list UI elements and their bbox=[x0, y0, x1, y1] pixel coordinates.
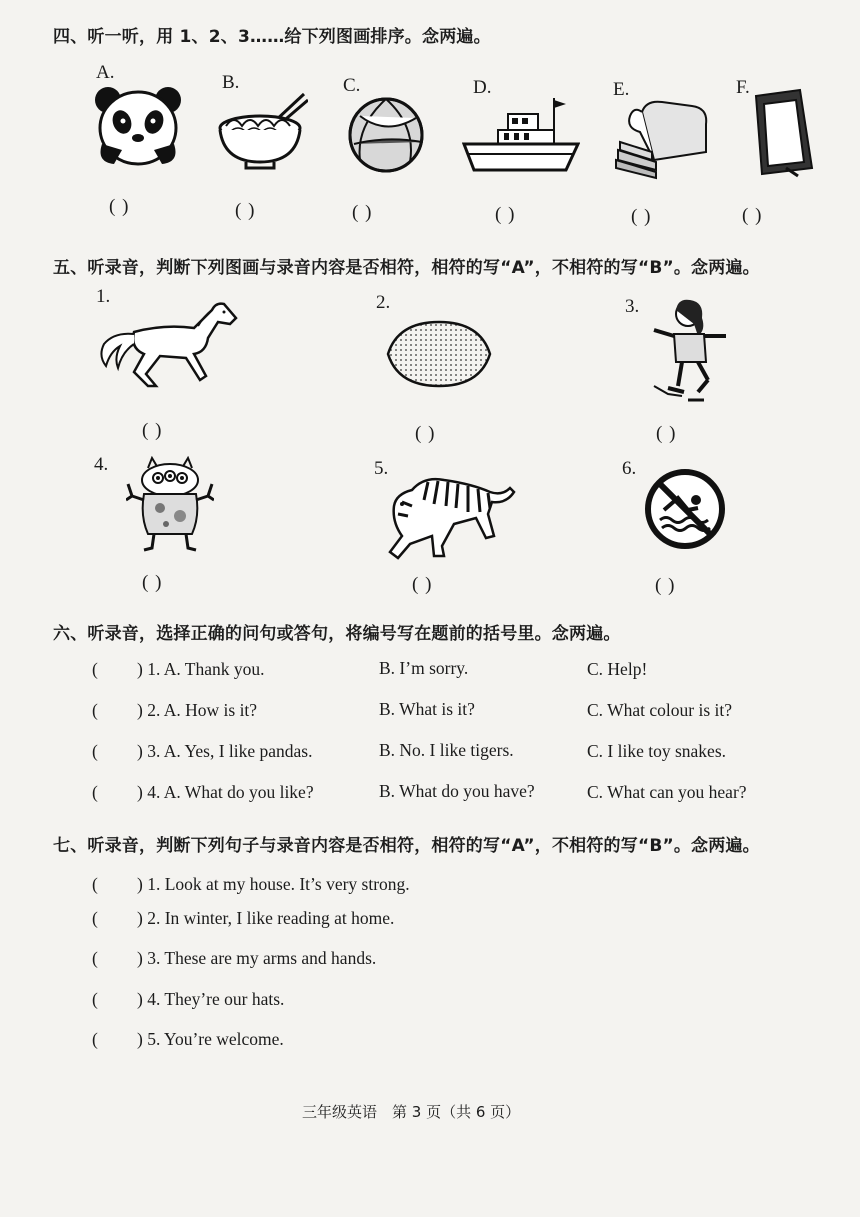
q1-paren[interactable]: ( bbox=[92, 659, 98, 679]
s2-text: ) 2. In winter, I like reading at home. bbox=[137, 908, 395, 928]
item-a-blank[interactable]: ( ) bbox=[109, 196, 130, 217]
q1-option-a: ) 1. A. Thank you. bbox=[137, 659, 265, 679]
lemon-icon bbox=[384, 318, 494, 390]
section6-title: 六、听录音，选择正确的问句或答句，将编号写在题前的括号里。念两遍。 bbox=[53, 624, 621, 644]
q3-option-a: ) 3. A. Yes, I like pandas. bbox=[137, 741, 313, 761]
tiger-icon bbox=[384, 466, 516, 560]
pic-4-label: 4. bbox=[94, 454, 109, 475]
s4-paren[interactable]: ( bbox=[92, 989, 98, 1009]
bread-icon bbox=[612, 98, 710, 180]
q2-option-b: B. What is it? bbox=[379, 699, 475, 719]
q4-option-a: ) 4. A. What do you like? bbox=[137, 782, 314, 802]
item-b-blank[interactable]: ( ) bbox=[235, 200, 256, 221]
item-e-label: E. bbox=[613, 79, 630, 100]
q1-option-c: C. Help! bbox=[587, 659, 648, 679]
item-d-label: D. bbox=[473, 77, 492, 98]
q2-option-a: ) 2. A. How is it? bbox=[137, 700, 258, 720]
pic-4-blank[interactable]: ( ) bbox=[142, 572, 163, 593]
q3-paren[interactable]: ( bbox=[92, 741, 98, 761]
item-e-blank[interactable]: ( ) bbox=[631, 206, 652, 227]
s5-paren[interactable]: ( bbox=[92, 1029, 98, 1049]
no-swimming-icon bbox=[644, 468, 726, 550]
item-c-label: C. bbox=[343, 75, 361, 96]
pic-3-blank[interactable]: ( ) bbox=[656, 423, 677, 444]
pic-1-label: 1. bbox=[96, 286, 111, 307]
horse-icon bbox=[94, 296, 242, 388]
section7-title: 七、听录音，判断下列句子与录音内容是否相符，相符的写“A”，不相符的写“B”。念两遍。 bbox=[53, 836, 760, 856]
pic-2-label: 2. bbox=[376, 292, 391, 313]
pic-6-label: 6. bbox=[622, 458, 637, 479]
pic-5-blank[interactable]: ( ) bbox=[412, 574, 433, 595]
q3-option-c: C. I like toy snakes. bbox=[587, 741, 727, 761]
q2-paren[interactable]: ( bbox=[92, 700, 98, 720]
pic-2-blank[interactable]: ( ) bbox=[415, 423, 436, 444]
pic-5-label: 5. bbox=[374, 458, 389, 479]
section4-title: 四、听一听，用 1、2、3……给下列图画排序。念两遍。 bbox=[53, 27, 491, 47]
q4-option-b: B. What do you have? bbox=[379, 781, 535, 801]
s1-text: ) 1. Look at my house. It’s very strong. bbox=[137, 874, 410, 894]
s3-text: ) 3. These are my arms and hands. bbox=[137, 948, 377, 968]
q4-option-c: C. What can you hear? bbox=[587, 782, 747, 802]
page-footer: 三年级英语 第 3 页（共 6 页） bbox=[302, 1103, 521, 1121]
q2-option-c: C. What colour is it? bbox=[587, 700, 732, 720]
s4-text: ) 4. They’re our hats. bbox=[137, 989, 285, 1009]
item-c-blank[interactable]: ( ) bbox=[352, 202, 373, 223]
s3-paren[interactable]: ( bbox=[92, 948, 98, 968]
skating-girl-icon bbox=[648, 296, 732, 408]
item-b-label: B. bbox=[222, 72, 240, 93]
noodles-icon bbox=[216, 92, 308, 170]
pic-3-label: 3. bbox=[625, 296, 640, 317]
pic-1-blank[interactable]: ( ) bbox=[142, 420, 163, 441]
q3-option-b: B. No. I like tigers. bbox=[379, 740, 514, 760]
q1-option-b: B. I’m sorry. bbox=[379, 658, 469, 678]
item-d-blank[interactable]: ( ) bbox=[495, 204, 516, 225]
ship-icon bbox=[462, 96, 580, 178]
panda-icon bbox=[92, 84, 184, 166]
picture-frame-icon bbox=[746, 88, 816, 178]
monster-icon bbox=[126, 456, 214, 552]
ball-icon bbox=[346, 96, 426, 174]
s1-paren[interactable]: ( bbox=[92, 874, 98, 894]
pic-6-blank[interactable]: ( ) bbox=[655, 575, 676, 596]
item-f-blank[interactable]: ( ) bbox=[742, 205, 763, 226]
item-a-label: A. bbox=[96, 62, 115, 83]
section5-title: 五、听录音，判断下列图画与录音内容是否相符，相符的写“A”，不相符的写“B”。念两遍。 bbox=[53, 258, 760, 278]
s2-paren[interactable]: ( bbox=[92, 908, 98, 928]
s5-text: ) 5. You’re welcome. bbox=[137, 1029, 284, 1049]
item-f-label: F. bbox=[736, 77, 750, 98]
q4-paren[interactable]: ( bbox=[92, 782, 98, 802]
